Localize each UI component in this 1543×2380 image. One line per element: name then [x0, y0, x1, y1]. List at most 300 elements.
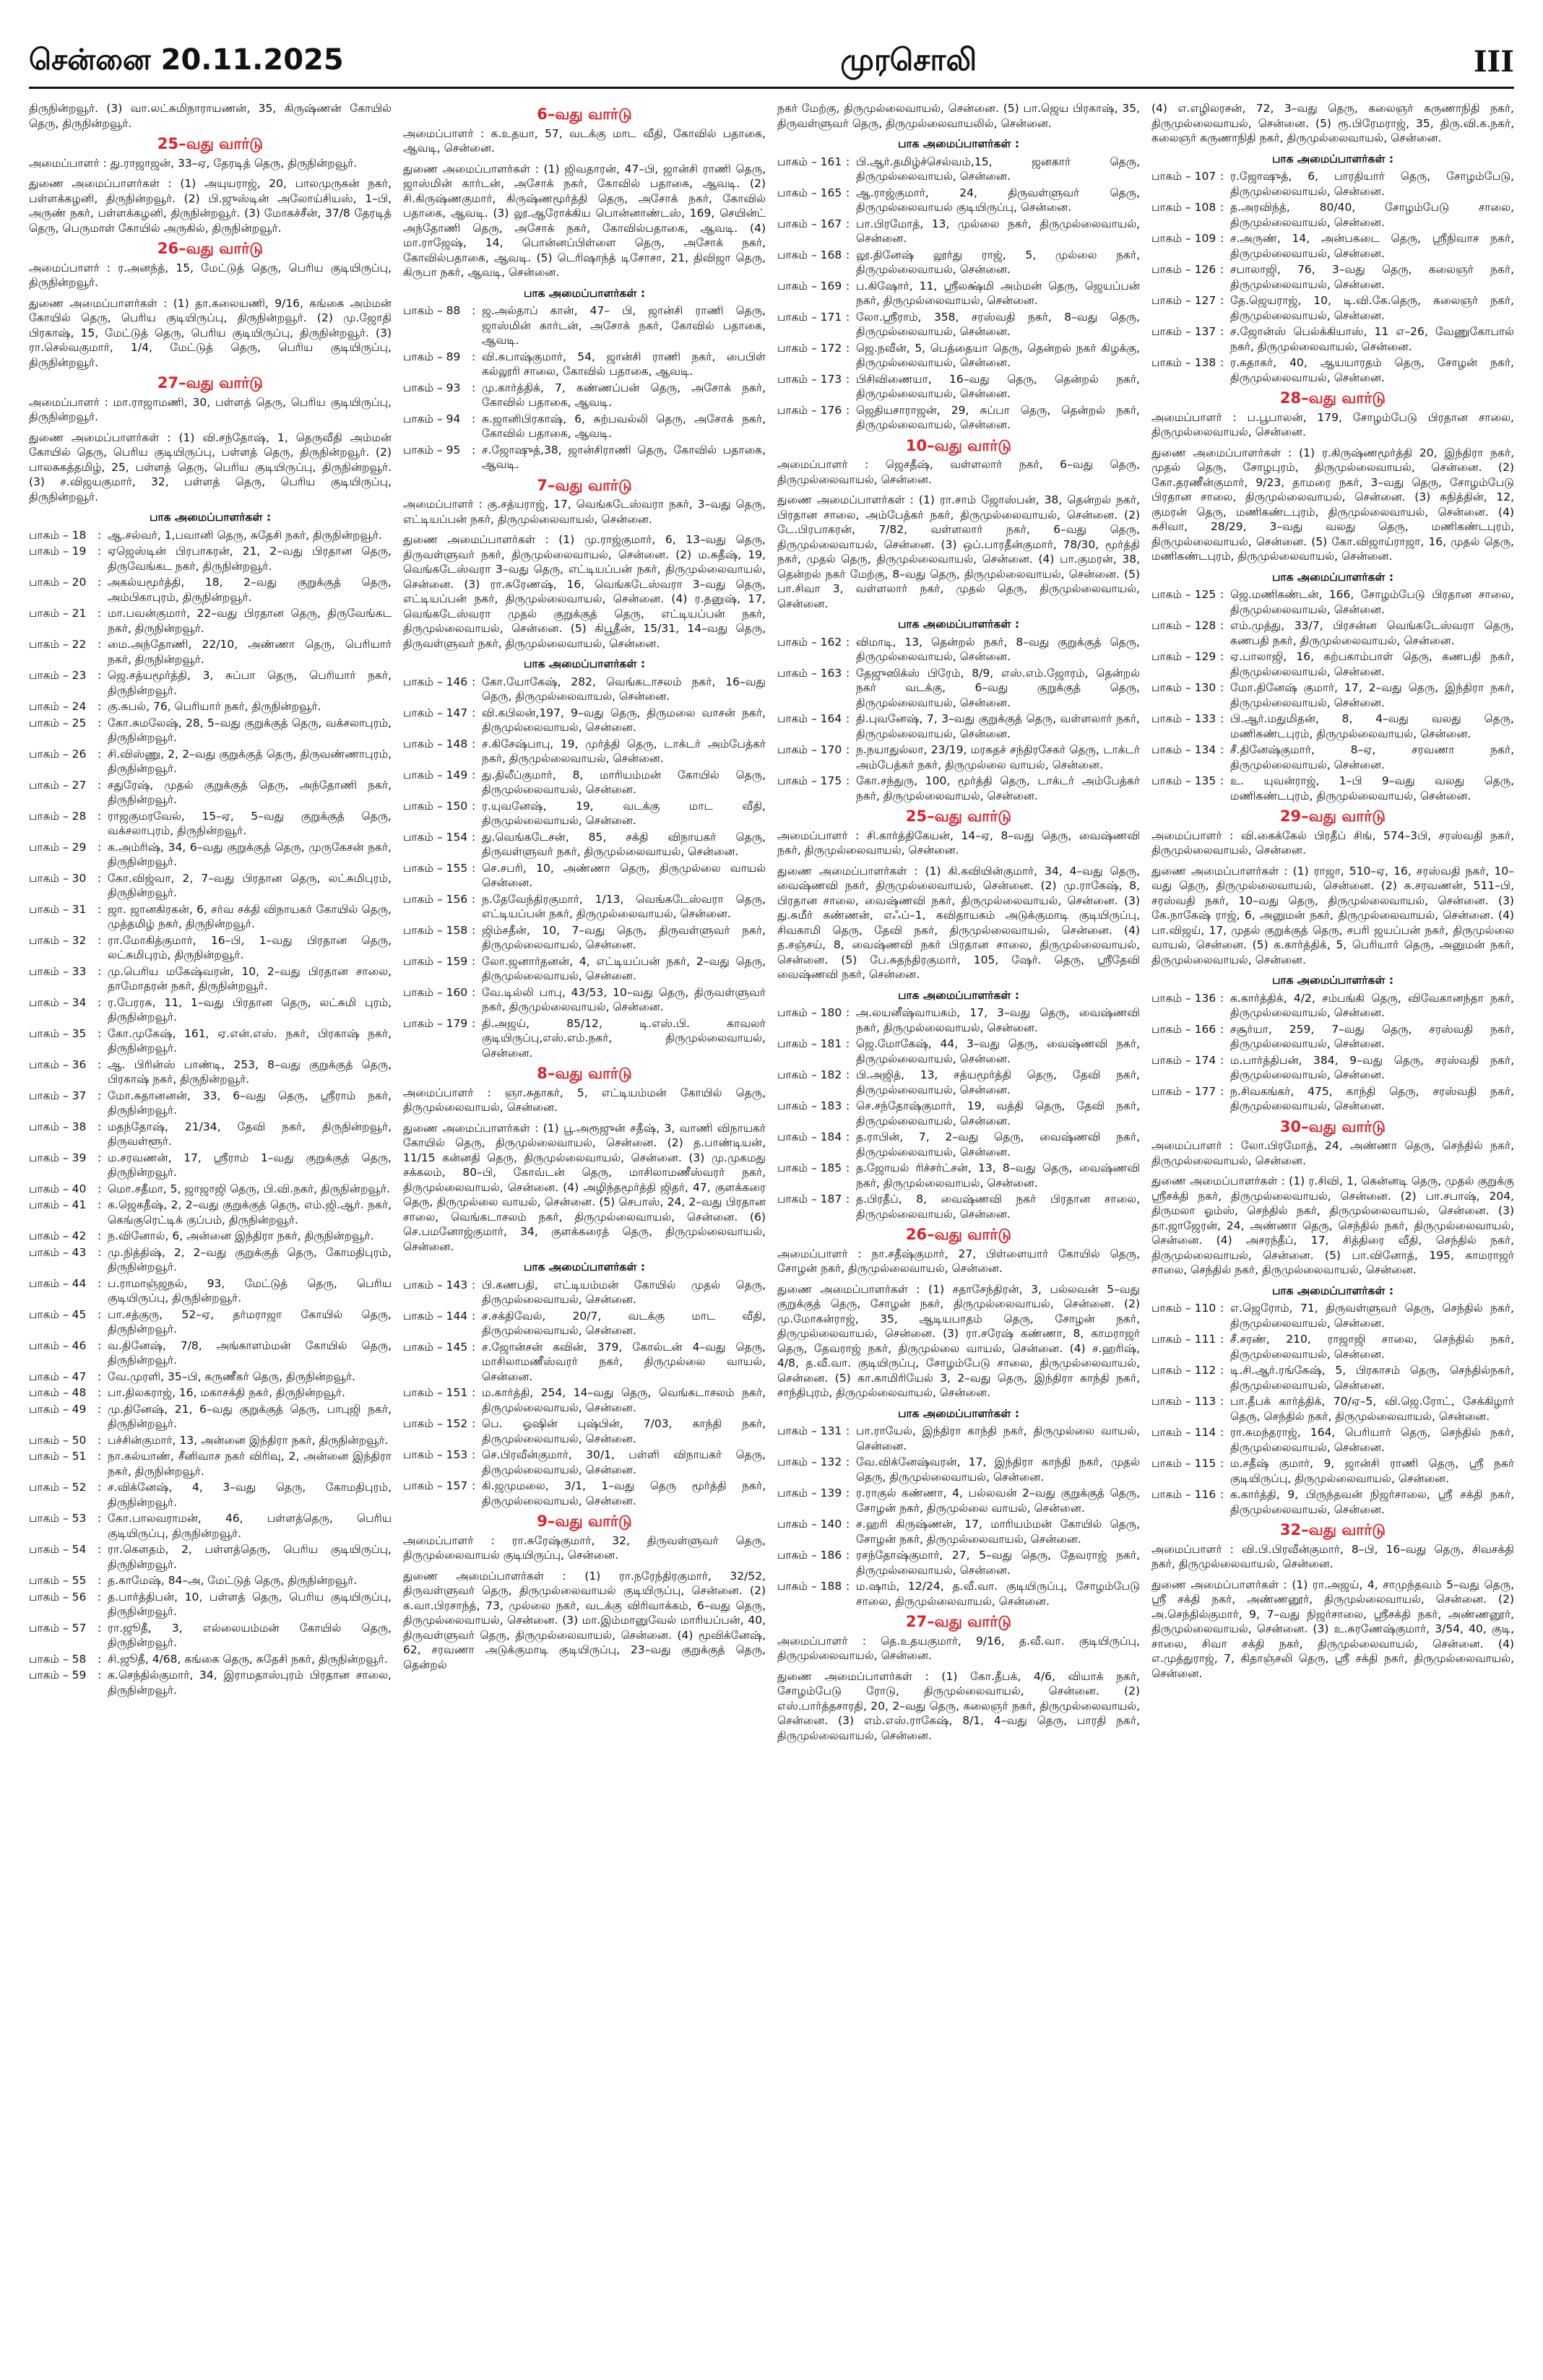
booth-row: [403, 830, 766, 860]
booth-number: பாகம் – 23: [29, 669, 87, 682]
booth-organizer: ர.ஜோஷுத், 6, பாரதியார் தெரு, சோழம்பேடு, திருமுல்லைவாயல், சென்னை.: [1230, 170, 1514, 198]
booth-number: பாகம் – 94: [403, 412, 461, 425]
booth-number: பாகம் – 147: [403, 706, 468, 719]
booth-row: [1151, 991, 1514, 1021]
booth-list: [777, 155, 1140, 433]
booth-row: [777, 635, 1140, 665]
booth-organizer: கோ.சுமலேஷ், 28, 5–வது குறுக்குத் தெரு, வக்சலாபுரம், திருநின்றவூர்.: [108, 716, 392, 744]
booth-number: பாகம் – 37: [29, 1089, 87, 1102]
booth-row: [777, 711, 1140, 741]
organizer: அமைப்பாளர் : வி.பி.பிரவீன்குமார், 8–பி, 16–வது தெரு, சிவசக்தி நகர், திருமுல்லைவாயல், சென்னை.: [1151, 1542, 1514, 1570]
booth-organizer: செ.பிரவீன்குமார், 30/1, பள்ளி விநாயகர் தெரு, திருமுல்லைவாயல், சென்னை.: [482, 1448, 766, 1476]
booth-organizer: சதுரேஷ், முதல் குறுக்குத் தெரு, அந்தோணி நகர், திருநின்றவூர்.: [108, 778, 392, 806]
booth-row: [29, 747, 392, 776]
separator: :: [472, 304, 476, 317]
booth-number: பாகம் – 125: [1151, 588, 1216, 601]
booth-number: பாகம் – 134: [1151, 743, 1216, 756]
separator: :: [846, 217, 850, 230]
separator: :: [98, 716, 102, 730]
booth-organizer: செ.சந்தோஷ்குமார், 19, வத்தி தெரு, தேவி நகர், திருமுல்லைவாயல், சென்னை.: [856, 1099, 1140, 1128]
separator: :: [472, 861, 476, 875]
booth-number: பாகம் – 145: [403, 1340, 468, 1354]
booth-organizer: விமாடி, 13, தென்றல் நகர், 8–வது குறுக்குத் தெரு, திருமுல்லைவாயல், சென்னை.: [856, 635, 1140, 663]
deputy-organizers: துணை அமைப்பாளர்கள் : (1) ர.சிவி, 1, கென்னடி தெரு, முதல் குறுக்கு ஸ்ரீசக்தி நகர், திருமுல்லைவாயல், சென்னை. (2) பா.சபாஷ், 204, திருமலா ஓம்ஸ், செந்தில் நகர், திருமுல்லைவாயல், சென்னை. (3) தா.ஜாஜேரன், 24, அண்ணா தெரு, செந்தில் நகர், திருமுல்லைவாயல், சென்னை. (4) அசரந்தீப், 17, சித்திரை வீதி, செந்தில் நகர், திருமுல்லைவாயல், சென்னை. (5) பா.வினோத், 195, காமராஜர் சாலை, செந்தில் நகர், திருமுல்லைவாயல், சென்னை.: [1151, 1174, 1514, 1276]
booth-organizer: பா.திலகராஜ், 16, மகாசக்தி நகர், திருநின்றவூர்.: [108, 1386, 345, 1399]
organizer: அமைப்பாளர் : ர.அனந்த், 15, மேட்டுத் தெரு, பெரிய குடியிருப்பு, திருநின்றவூர்.: [29, 261, 392, 289]
booth-row: [29, 902, 392, 932]
separator: :: [472, 985, 476, 999]
booth-organizer: ச.ஜோன்ஸ் பெல்க்கியாஸ், 11 எ–26, வேணுகோபால் நகர், திருமுல்லைவாயல், சென்னை.: [1230, 325, 1514, 353]
booth-number: பாகம் – 114: [1151, 1426, 1216, 1439]
booth-row: [777, 341, 1140, 371]
separator: :: [846, 1068, 850, 1081]
booth-number: பாகம் – 184: [777, 1130, 842, 1143]
separator: :: [472, 1016, 476, 1030]
booth-organizer: பச்சின்குமார், 13, அன்னை இந்திரா நகர், திருநின்றவூர்.: [108, 1433, 389, 1447]
booth-number: பாகம் – 109: [1151, 232, 1216, 245]
booth-row: [777, 1130, 1140, 1159]
booth-number: பாகம் – 57: [29, 1621, 87, 1635]
booth-organizer: ச.விக்னேஷ், 4, 3–வது தெரு, கோமதிபுரம், திருநின்றவூர்.: [108, 1481, 392, 1509]
separator: :: [98, 545, 102, 558]
booth-number: பாகம் – 32: [29, 933, 87, 947]
booth-number: பாகம் – 187: [777, 1193, 842, 1206]
ward-heading: 10–வது வார்டு: [905, 436, 1012, 454]
booth-row: [403, 954, 766, 984]
booth-row: [777, 372, 1140, 402]
booth-row: [1151, 1053, 1514, 1083]
booth-row: [29, 778, 392, 808]
separator: :: [472, 830, 476, 844]
booth-row: [1151, 262, 1514, 292]
separator: :: [1220, 1457, 1224, 1470]
separator: :: [472, 412, 476, 425]
booth-organizer: செ.சபரி, 10, அண்ணா தெரு, திருமுல்லை வாயல் சென்னை.: [482, 861, 766, 889]
booth-organizer: ஆ.சல்வர், 1,பவானி தெரு, சுதேசி நகர், திருநின்றவூர்.: [108, 528, 382, 542]
booth-number: பாகம் – 151: [403, 1386, 468, 1399]
booth-row: [777, 217, 1140, 246]
booth-number: பாகம் – 181: [777, 1037, 842, 1050]
booth-number: பாகம் – 160: [403, 985, 468, 999]
separator: :: [472, 768, 476, 782]
booth-number: பாகம் – 182: [777, 1068, 842, 1081]
booth-row: [29, 1307, 392, 1337]
separator: :: [1220, 774, 1224, 787]
separator: :: [98, 747, 102, 761]
separator: :: [98, 1652, 102, 1666]
deputy-organizers: துணை அமைப்பாளர்கள் : (1) ரா.நரேந்திரகுமார், 32/52, திருவள்ளுவர் தெரு, திருமுல்லைவாயல் குடியிருப்பு, சென்னை. (2) க.வா.பிரசாந்த், 73, முல்லை நகர், வடக்கு விரிவாக்கம், 6–வது தெரு, திருமுல்லைவாயல், சென்னை. (3) மா.இம்மானுவேல் மாரியப்பன், 40, திருவள்ளுவர் தெரு, திருமுல்லைவாயல், சென்னை. (4) மூவிக்னேஷ், 62, சரவணா அடுக்குமாடி குடியிருப்பு, 23–வது குறுக்குத் தெரு, தென்றல்: [403, 1569, 766, 1671]
booth-row: [1151, 649, 1514, 679]
booth-row: [1151, 231, 1514, 261]
booth-row: [777, 1099, 1140, 1128]
separator: :: [98, 1307, 102, 1321]
booth-number: பாகம் – 111: [1151, 1333, 1216, 1346]
separator: :: [846, 1099, 850, 1112]
organizer: அமைப்பாளர் : ஞா.சுதாகர், 5, எட்டியம்மன் கோயில் தெரு, திருமுல்லைவாயல், சென்னை.: [403, 1086, 766, 1114]
booth-row: [1151, 200, 1514, 230]
separator: :: [98, 1057, 102, 1071]
booth-organizer: மா.பவன்குமார், 22–வது பிரதான தெரு, திருவேங்கட நகர், திருநின்றவூர்.: [108, 607, 392, 635]
booth-number: பாகம் – 150: [403, 799, 468, 813]
booth-heading: பாக அமைப்பாளர்கள் :: [523, 657, 646, 670]
booth-row: [29, 1182, 392, 1197]
booth-number: பாகம் – 93: [403, 381, 461, 394]
booth-organizer: லூ.தினேஷ் லூர்து ராஜ், 5, முல்லை நகர், திருமுல்லைவாயல், சென்னை.: [856, 248, 1140, 276]
booth-row: [403, 768, 766, 797]
booth-organizer: எ.ஜெரோம், 71, திருவள்ளுவர் தெரு, செந்தில் நகர், திருமுல்லைவாயல், சென்னை.: [1230, 1302, 1514, 1330]
booth-number: பாகம் – 148: [403, 737, 468, 750]
booth-organizer: ரா.சுமந்தராஜ், 164, பெரியார் தெரு, செந்தில் நகர், திருமுல்லைவாயல், சென்னை.: [1230, 1426, 1514, 1454]
booth-organizer: ராஜகுமரவேல், 15–ஏ, 5–வது குறுக்குத் தெரு, வக்சலாபுரம், திருநின்றவூர்.: [108, 809, 392, 837]
booth-row: [403, 350, 766, 379]
booth-row: [29, 699, 392, 714]
booth-row: [403, 1016, 766, 1061]
booth-organizer: ஜ.அல்தாப் கான், 47– பி, ஜான்சி ராணி தெரு, ஜாஸ்மின் கார்டன், அசோக் நகர், கோவில் பதாகை, ஆவடி.: [482, 304, 766, 347]
ward-heading: 27–வது வார்டு: [157, 374, 264, 391]
booth-number: பாகம் – 40: [29, 1182, 87, 1195]
booth-row: [29, 1151, 392, 1180]
booth-organizer: த.அரவிந்த், 80/40, சோழம்பேடு சாலை, திருமுல்லைவாயல், சென்னை.: [1230, 201, 1514, 229]
booth-number: பாகம் – 24: [29, 700, 87, 713]
booth-organizer: வி.கபிலன்,197, 9–வது தெரு, திருமலை வாசன் நகர், திருமுல்லைவாயல், சென்னை.: [482, 706, 766, 734]
booth-number: பாகம் – 113: [1151, 1395, 1216, 1408]
booth-row: [403, 861, 766, 891]
booth-heading: பாக அமைப்பாளர்கள் :: [1271, 974, 1394, 987]
organizer: அமைப்பாளர் : நா.சதீஷ்குமார், 27, பிள்ளையார் கோயில் தெரு, சோழன் நகர், திருமுல்லைவாயல், சென்னை.: [777, 1247, 1140, 1275]
booth-row: [403, 381, 766, 410]
column-1: [29, 101, 392, 2369]
booth-number: பாகம் – 188: [777, 1580, 842, 1593]
booth-row: [29, 1245, 392, 1275]
booth-row: [1151, 1363, 1514, 1393]
booth-number: பாகம் – 58: [29, 1652, 87, 1666]
booth-number: பாகம் – 173: [777, 372, 842, 386]
separator: :: [98, 1543, 102, 1556]
separator: :: [98, 964, 102, 978]
booth-row: [29, 995, 392, 1025]
booth-organizer: சு.ஜானிபிரகாஷ், 6, சுற்பவல்லி தெரு, அசோக் நகர், கோவில் பதாகை, ஆவடி.: [482, 412, 766, 440]
separator: :: [1220, 1084, 1224, 1098]
separator: :: [472, 443, 476, 456]
booth-row: [29, 716, 392, 745]
booth-organizer: ஜெதியசாராஜன், 29, சுப்பா தெரு, தென்றல் நகர், திருமுல்லைவாயல், சென்னை.: [856, 403, 1140, 431]
booth-row: [29, 1480, 392, 1510]
separator: :: [98, 528, 102, 542]
separator: :: [472, 892, 476, 906]
booth-organizer: கோ.முகேஷ், 161, ஏ.என்.எஸ். நகர், பிரகாஷ் நகர், திருநின்றவூர்.: [108, 1026, 392, 1055]
deputy-organizers: துணை அமைப்பாளர்கள் : (1) தா.கலையணி, 9/16, கங்கை அம்மன் கோயில் தெரு, பெரிய குடியிருப்பு, திருநின்றவூர். (2) மு.ஜோதி பிரகாஷ், 15, மேட்டுத் தெரு, பெரிய குடியிருப்பு, திருநின்றவூர். (3) ரா.செல்வகுமார், 1/4, மேட்டுத் தெரு, பெரிய குடியிருப்பு, திருநின்றவூர்.: [29, 296, 392, 369]
booth-number: பாகம் – 22: [29, 638, 87, 651]
booth-list: [777, 1424, 1140, 1609]
booth-number: பாகம் – 36: [29, 1057, 87, 1071]
booth-organizer: ர.ராகுல் கண்ணா, 4, பல்லவன் 2–வது குறுக்குத் தெரு, சோழன் நகர், திருமுல்லை வாயல், சென்னை.: [856, 1487, 1140, 1515]
booth-row: [777, 248, 1140, 277]
booth-organizer: மொ.சதீமா, 5, ஜாஜாஜி தெரு, பி.வி.நகர், திருநின்றவூர்.: [108, 1182, 390, 1195]
booth-row: [403, 799, 766, 828]
separator: :: [98, 933, 102, 947]
booth-heading: பாக அமைப்பாளர்கள் :: [523, 1260, 646, 1273]
booth-row: [777, 1192, 1140, 1221]
booth-number: பாகம் – 51: [29, 1450, 87, 1463]
booth-heading: பாக அமைப்பாளர்கள் :: [897, 1406, 1020, 1420]
separator: :: [472, 706, 476, 719]
booth-list: [403, 303, 766, 472]
ward-heading: 26–வது வார்டு: [157, 240, 264, 257]
separator: :: [98, 1245, 102, 1259]
deputy-organizers: துணை அமைப்பாளர்கள் : (1) ரா.அஜய், 4, சாமுந்தவம் 5–வது தெரு, ஸ்ரீ சக்தி நகர், அண்ணனூர், திருமுல்லைவாயல், சென்னை. (2) அ.செந்தில்குமார், 9, 7–வது நிஜர்சாலை, ஸ்ரீசக்தி நகர், அண்ணனூர், திருமுல்லைவாயல், சென்னை. (3) உ.சுரணேஷ்குமார், 3/54, 40, குடி, சாலை, சிவா சக்தி நகர், திருமுல்லைவாயல், சென்னை. (4) எ.முத்துராஜ், 7, கிதாஞ்சலி தெரு, ஸ்ரீ சக்தி நகர், திருமுல்லைவாயல், சென்னை.: [1151, 1578, 1514, 1680]
booth-row: [777, 1068, 1140, 1097]
booth-organizer: சபாலாஜி, 76, 3–வது தெரு, கலைஞர் நகர், திருமுல்லைவாயல், சென்னை.: [1230, 263, 1514, 291]
booth-row: [29, 1652, 392, 1667]
booth-row: [403, 892, 766, 922]
booth-row: [29, 1573, 392, 1588]
booth-row: [777, 1037, 1140, 1066]
booth-number: பாகம் – 155: [403, 861, 468, 875]
separator: :: [98, 1198, 102, 1211]
booth-number: பாகம் – 185: [777, 1161, 842, 1174]
booth-organizer: லோ.ஜனார்தனன், 4, எட்டியப்பன் நகர், 2–வது தெரு, திருமுல்லைவாயல், சென்னை.: [482, 954, 766, 982]
booth-organizer: மோ.தினேஷ் குமார், 17, 2–வது தெரு, இந்திரா நகர், திருமுல்லைவாயல், சென்னை.: [1230, 681, 1514, 709]
separator: :: [846, 712, 850, 725]
booth-list: [777, 1005, 1140, 1221]
separator: :: [1220, 325, 1224, 338]
booth-number: பாகம் – 132: [777, 1455, 842, 1468]
booth-heading: பாக அமைப்பாளர்கள் :: [523, 286, 646, 300]
booth-organizer: ஜெ.மோகேஷ், 44, 3–வது தெரு, வைஷ்ணவி நகர், திருமுல்லைவாயல், சென்னை.: [856, 1037, 1140, 1065]
booth-number: பாகம் – 35: [29, 1026, 87, 1040]
separator: :: [846, 310, 850, 324]
organizer: அமைப்பாளர் : ப.பூபாலன், 179, சோழம்பேடு பிரதான சாலை, திருமுல்லைவாயல், சென்னை.: [1151, 410, 1514, 438]
ward-heading: 29–வது வார்டு: [1279, 808, 1386, 825]
ward-heading: 30–வது வார்டு: [1279, 1117, 1386, 1135]
booth-organizer: ஆ.ராஜ்குமார், 24, திருவள்ளுவர் தெரு, திருமுல்லைவாயல் குடியிருப்பு, சென்னை.: [856, 186, 1140, 214]
deputy-organizers: துணை அமைப்பாளர்கள் : (1) ர.கிருஷ்ணமூர்த்தி 20, இந்திரா நகர், முதல் தெரு, சோழபுரம், திருமுல்லைவாயல், சென்னை. (2) கோ.தரணீன்குமார், 9/23, தாமரை நகர், 3–வது தெரு, சோழம்பேடு பிரதான சாலை, திருமுல்லைவாயல், சென்னை. (3) சுநித்தின், 12, குமரன் தெரு, மணிகண்டபுரம், திருமுல்லைவாயல், சென்னை. (4) சுசிவா, 28/29, 3–வது வலது தெரு, மணிகண்டபுரம், திருமுல்லைவாயல், சென்னை. (5) கோ.விஜாய்ராஜா, 16, முதல் தெரு, மணிகண்டபுரம், திருமுல்லைவாயல், சென்னை.: [1151, 446, 1514, 563]
booth-row: [1151, 680, 1514, 710]
separator: :: [846, 1193, 850, 1206]
booth-list: [1151, 587, 1514, 803]
booth-row: [777, 155, 1140, 184]
booth-organizer: உ. யுவன்ராஜ், 1–பி 9–வது வலது தெரு, மணிகண்டபுரம், திருமுல்லைவாயல், சென்னை.: [1230, 774, 1514, 802]
booth-number: பாகம் – 33: [29, 964, 87, 978]
separator: :: [472, 350, 476, 363]
booth-row: [29, 1338, 392, 1368]
separator: :: [846, 1161, 850, 1174]
deputy-organizers: துணை அமைப்பாளர்கள் : (1) கோ.தீபக், 4/6, வியாக் நகர், சோழம்பேடு ரோடு, திருமுல்லைவாயல், சென்னை. (2) எஸ்.பார்த்தசாரதி, 20, 2–வது தெரு, கலைஞர் நகர், திருமுல்லைவாயல், சென்னை. (3) எம்.எஸ்.ராகேஷ், 8/1, 4–வது தெரு, பாரதி நகர், திருமுல்லைவாயல், சென்னை.: [777, 1669, 1140, 1742]
booth-organizer: மு.பெரிய மகேஷ்வரன், 10, 2–வது பிரதான சாலை, தாமோதரன் நகர், திருநின்றவூர்.: [108, 964, 392, 992]
separator: :: [472, 675, 476, 688]
booth-number: பாகம் – 43: [29, 1245, 87, 1259]
organizer: அமைப்பாளர் : ரா.சுரேஷ்குமார், 32, திருவள்ளுவர் தெரு, திருமுல்லைவாயல் குடியிருப்பு, சென்னை.: [403, 1533, 766, 1562]
separator: :: [1220, 588, 1224, 601]
booth-row: [403, 1416, 766, 1446]
separator: :: [98, 669, 102, 682]
booth-number: பாகம் – 26: [29, 747, 87, 761]
booth-number: பாகம் – 174: [1151, 1053, 1216, 1067]
booth-organizer: த.ஜோயல் ரிச்சர்ட்சன், 13, 8–வது தெரு, வைஷ்ணவி நகர், திருமுல்லைவாயல், சென்னை.: [856, 1161, 1140, 1190]
booth-organizer: க.கார்த்தி, 9, பிருந்தவன் நிஜர்சாலை, ஸ்ரீ சக்தி நகர், திருமுல்லைவாயல், சென்னை.: [1230, 1488, 1514, 1516]
separator: :: [1220, 1022, 1224, 1036]
separator: :: [98, 1338, 102, 1352]
booth-organizer: ச.அருண், 14, அன்பகடை தெரு, ஸ்ரீநிவாச நகர், திருமுல்லைவாயல், சென்னை.: [1230, 232, 1514, 260]
separator: :: [472, 1309, 476, 1323]
booth-organizer: சீ.சரண், 210, ராஜாஜி சாலை, செந்தில் நகர், திருமுல்லைவாயல், சென்னை.: [1230, 1333, 1514, 1361]
booth-number: பாகம் – 25: [29, 716, 87, 730]
separator: :: [1220, 201, 1224, 214]
booth-number: பாகம் – 44: [29, 1276, 87, 1290]
separator: :: [98, 1402, 102, 1416]
organizer: அமைப்பாளர் : வி.கைக்கேல் பிரதீப் சிங், 574–3பி, சரஸ்வதி நகர், திருமுல்லைவாயல், சென்னை.: [1151, 828, 1514, 857]
separator: :: [98, 1433, 102, 1447]
separator: :: [98, 1229, 102, 1242]
booth-row: [403, 1479, 766, 1508]
separator: :: [846, 1455, 850, 1468]
booth-organizer: ஜெ.சத்யமூர்த்தி, 3, சுப்பா தெரு, பெரியார் நகர், திருநின்றவூர்.: [108, 669, 392, 697]
booth-number: பாகம் – 135: [1151, 774, 1216, 787]
separator: :: [846, 186, 850, 199]
separator: :: [98, 1120, 102, 1133]
separator: :: [472, 1278, 476, 1291]
booth-row: [1151, 587, 1514, 617]
booth-heading: பாக அமைப்பாளர்கள் :: [1271, 152, 1394, 165]
paragraph: நகர் மேற்கு, திருமுல்லைவாயல், சென்னை. (5) பா.ஜெய பிரகாஷ், 35, திருவள்ளுவர் தெரு, திருமுல்லைவாயலில், சென்னை.: [777, 102, 1140, 130]
paragraph: திருநின்றவூர். (3) வா.லட்சுமிநாராயணன், 35, கிருஷ்ணன் கோயில் தெரு, திருநின்றவூர்.: [29, 102, 392, 130]
booth-row: [29, 1511, 392, 1541]
booth-row: [1151, 1456, 1514, 1486]
booth-row: [777, 1517, 1140, 1546]
booth-row: [1151, 618, 1514, 648]
booth-row: [29, 1433, 392, 1448]
booth-organizer: லோ.ஸ்ரீராம், 358, சரஸ்வதி நகர், 8–வது தெரு, திருமுல்லைவாயல், சென்னை.: [856, 310, 1140, 338]
booth-number: பாகம் – 144: [403, 1309, 468, 1323]
booth-number: பாகம் – 152: [403, 1417, 468, 1430]
separator: :: [1220, 619, 1224, 632]
booth-organizer: ச.ஜோன்சன் கவின், 379, கோல்டன் 4–வது தெரு, மாசிலாமணீஸ்வரர் நகர், திருமுல்லை வாயல், சென்னை.: [482, 1340, 766, 1383]
booth-row: [777, 1486, 1140, 1515]
booth-row: [777, 1455, 1140, 1484]
separator: :: [1220, 170, 1224, 183]
booth-organizer: க.செந்தில்குமார், 34, இராமதாஸ்புரம் பிரதான சாலை, திருநின்றவூர்.: [108, 1669, 392, 1697]
booth-number: பாகம் – 18: [29, 528, 87, 542]
booth-number: பாகம் – 39: [29, 1151, 87, 1164]
booth-organizer: அ.லயனீஷ்வாயகம், 17, 3–வது தெரு, வைஷ்ணவி நகர், திருமுல்லைவாயல், சென்னை.: [856, 1006, 1140, 1034]
booth-number: பாகம் – 172: [777, 341, 842, 355]
booth-row: [403, 1385, 766, 1415]
booth-row: [777, 743, 1140, 772]
booth-organizer: பி.ஆர்.தமிழ்ச்செல்வம்,15, ஜனகார் தெரு, திருமுல்லைவாயல், சென்னை.: [856, 155, 1140, 183]
booth-number: பாகம் – 137: [1151, 325, 1216, 338]
booth-row: [29, 964, 392, 994]
booth-number: பாகம் – 107: [1151, 170, 1216, 183]
booth-organizer: பெ. ஓஷின் புஷ்பின், 7/03, காந்தி நகர், திருமுல்லைவாயல், சென்னை.: [482, 1417, 766, 1445]
booth-heading: பாக அமைப்பாளர்கள் :: [149, 511, 272, 524]
booth-organizer: ந.சிவகங்கர், 475, காந்தி தெரு, சரஸ்வதி நகர், திருமுல்லைவாயல், சென்னை.: [1230, 1084, 1514, 1112]
deputy-organizers: துணை அமைப்பாளர்கள் : (1) மு.ராஜ்குமார், 6, 13–வது தெரு, திருவள்ளுவர் நகர், திருமுல்லைவாயல், சென்னை. (2) ம.சுதீஷ், 19, வெங்கடேஸ்வரா 3–வது தெரு, எட்டியப்பன் நகர், திருமுல்லைவாயல், சென்னை. (3) ரா.சுரேணஷ், 16, வெங்கடேஸ்வரா 3–வது தெரு, எட்டியப்பன் நகர், திருமுல்லைவாயல், சென்னை. (4) ர.தனுஷ், 17, வெங்கடேஸ்வரா முதல் குறுக்குத் தெரு, எட்டியப்பன் நகர், திருமுல்லைவாயல், சென்னை. (5) கிபூதீன், 15/31, 14–வது தெரு, திருவள்ளுவர் நகர், திருமுல்லைவாயல், சென்னை.: [403, 533, 766, 650]
booth-row: [777, 403, 1140, 433]
booth-row: [777, 1161, 1140, 1190]
booth-list: [777, 635, 1140, 804]
booth-organizer: ஜா. ஜானகிரகன், 6, சர்வ சக்தி விநாயகர் கோயில் தெரு, முத்தமிழ் நகர், திருநின்றவூர்.: [108, 902, 392, 930]
booth-list: [403, 1278, 766, 1509]
booth-organizer: கோ.விஜ்வா, 2, 7–வது பிரதான தெரு, லட்சுமிபுரம், திருநின்றவூர்.: [108, 871, 392, 899]
separator: :: [98, 576, 102, 589]
separator: :: [1220, 294, 1224, 307]
booth-number: பாகம் – 170: [777, 743, 842, 756]
page-number: III: [1473, 44, 1514, 79]
booth-heading: பாக அமைப்பாளர்கள் :: [1271, 1284, 1394, 1297]
booth-number: பாகம் – 183: [777, 1099, 842, 1112]
booth-number: பாகம் – 53: [29, 1512, 87, 1525]
booth-organizer: ந.வினோல், 6, அன்னை இந்திரா நகர், திருநின்றவூர்.: [108, 1229, 374, 1242]
organizer: அமைப்பாளர் : து.ராஜாஜன், 33–ஏ, தேரடித் தெரு, திருநின்றவூர்.: [29, 156, 358, 170]
booth-number: பாகம் – 29: [29, 840, 87, 854]
booth-row: [777, 1005, 1140, 1035]
booth-row: [777, 1424, 1140, 1453]
article-columns: [29, 101, 1514, 2369]
separator: :: [472, 954, 476, 968]
dateline: சென்னை 20.11.2025: [29, 43, 344, 77]
booth-row: [29, 668, 392, 698]
separator: :: [98, 1089, 102, 1102]
organizer: அமைப்பாளர் : தெ.உதயகுமார், 9/16, த.வீ.வா. குடியிருப்பு, திருமுல்லைவாயல், சென்னை.: [777, 1634, 1140, 1662]
booth-row: [29, 1026, 392, 1056]
booth-organizer: ந.நயாதுல்லா, 23/19, மரகதச் சந்திரசேகர் தெரு, டாக்டர் அம்பேத்கர் நகர், திருமுல்லை வாயல், சென்னை.: [856, 743, 1140, 771]
booth-row: [777, 1579, 1140, 1609]
booth-organizer: சசூர்யா, 259, 7–வது தெரு, சரஸ்வதி நகர், திருமுல்லைவாயல், சென்னை.: [1230, 1022, 1514, 1050]
booth-row: [777, 774, 1140, 803]
booth-number: பாகம் – 140: [777, 1518, 842, 1531]
separator: :: [846, 372, 850, 386]
ward-heading: 9–வது வார்டு: [537, 1513, 632, 1530]
separator: :: [472, 1479, 476, 1492]
booth-organizer: தி.அஜய், 85/12, டி.எஸ்.பி. காவலர் குடியிருப்பு,எஸ்.எம்.நகர், திருமுல்லைவாயல், சென்னை.: [482, 1016, 766, 1060]
separator: :: [98, 1481, 102, 1494]
booth-organizer: க.கார்த்திக், 4/2, சம்பங்கி தெரு, விவேகானந்தா நகர், திருமுல்லைவாயல், சென்னை.: [1230, 991, 1514, 1019]
separator: :: [98, 1276, 102, 1290]
deputy-organizers: துணை அமைப்பாளர்கள் : (1) கி.கவியின்குமார், 34, 4–வது தெரு, வைஷ்ணவி நகர், திருமுல்லைவாயல், சென்னை. (2) மு.ராகேஷ், 8, பிரதான சாலை, வைஷ்ணவி நகர், திருமுல்லைவாயல், சென்னை. (3) து.சுமீர் கண்ணன், எஃப்–1, கவிதாயகம் அடுக்குமாடி குடியிருப்பு, சிவகாமி தெரு, தேவி நகர், திருமுல்லைவாயல், சென்னை. (4) த.சஞ்சய், 8, வைஷ்ணவி நகர் பிரதான சாலை, திருமுல்லைவாயல், சென்னை. (5) பே.சுதந்திரகுமார், 105, ஷேர். தெரு, ஸ்ரீதேவி வைஷ்ணவி நகர், சென்னை.: [777, 864, 1140, 981]
separator: :: [98, 1151, 102, 1164]
booth-organizer: எம்.முத்து, 33/7, பிரசன்ன வெங்கடேஸ்வரா தெரு, கணபதி நகர், திருமுல்லைவாயல், சென்னை.: [1230, 619, 1514, 647]
separator: :: [846, 635, 850, 649]
booth-number: பாகம் – 115: [1151, 1457, 1216, 1470]
booth-organizer: வே.டில்லி பாபு, 43/53, 10–வது தெரு, திருவள்ளுவர் நகர், திருமுல்லைவாயல், சென்னை.: [482, 985, 766, 1013]
booth-organizer: வே.முரளி, 35–பி, கருணீகர் தெரு, திருநின்றவூர்.: [108, 1369, 355, 1383]
booth-row: [29, 1057, 392, 1087]
booth-organizer: த.பிரதீப், 8, வைஷ்ணவி நகர் பிரதான சாலை, திருமுல்லைவாயல், சென்னை.: [856, 1193, 1140, 1221]
booth-heading: பாக அமைப்பாளர்கள் :: [897, 137, 1020, 150]
separator: :: [472, 381, 476, 394]
booth-number: பாகம் – 27: [29, 778, 87, 792]
booth-number: பாகம் – 163: [777, 666, 842, 680]
booth-number: பாகம் – 46: [29, 1338, 87, 1352]
separator: :: [98, 1182, 102, 1195]
booth-number: பாகம் – 34: [29, 995, 87, 1009]
booth-number: பாகம் – 143: [403, 1278, 468, 1291]
booth-organizer: மு.கார்த்திக், 7, கண்ணப்பன் தெரு, அசோக் நகர், கோவில் பதாகை, ஆவடி.: [482, 381, 766, 409]
booth-heading: பாக அமைப்பாளர்கள் :: [1271, 570, 1394, 584]
booth-row: [403, 737, 766, 766]
separator: :: [1220, 991, 1224, 1005]
booth-row: [777, 666, 1140, 711]
booth-row: [29, 1120, 392, 1149]
separator: :: [846, 1130, 850, 1143]
booth-organizer: கு.சுபல், 76, பெரியார் நகர், திருநின்றவூர்.: [108, 700, 321, 713]
separator: :: [98, 1369, 102, 1383]
booth-number: பாகம் – 162: [777, 635, 842, 649]
separator: :: [1220, 743, 1224, 756]
column-2: [403, 101, 766, 2369]
booth-number: பாகம் – 110: [1151, 1302, 1216, 1315]
booth-number: பாகம் – 161: [777, 155, 842, 168]
